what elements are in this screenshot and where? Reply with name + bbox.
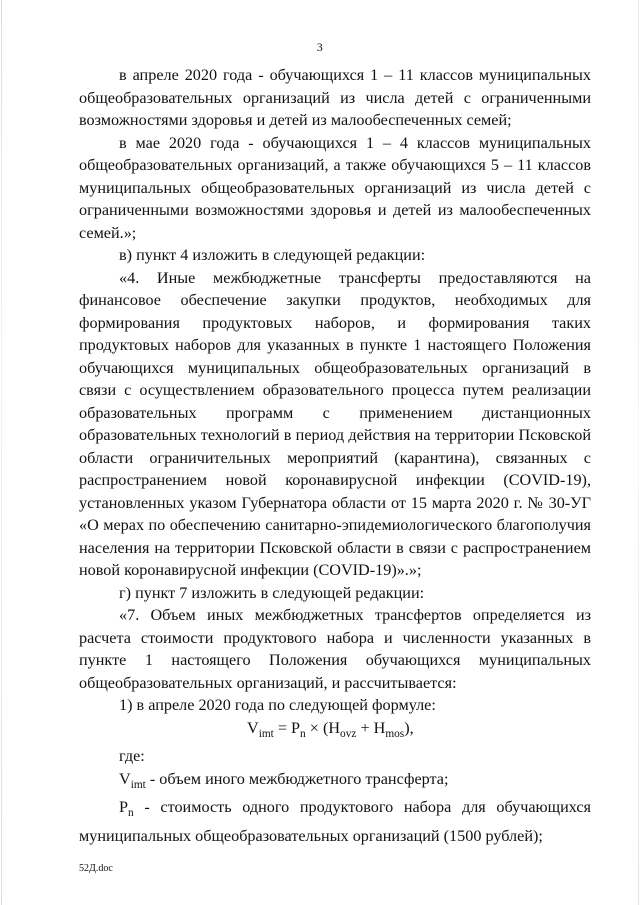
where-label: где:: [119, 747, 145, 766]
formula-v-sub: imt: [258, 727, 274, 740]
scan-edge-right: [638, 0, 639, 905]
formula: [79, 717, 591, 746]
definition-symbol: V: [119, 769, 131, 788]
definition-text: - стоимость одного продуктового набора для обучающихся муниципальных общеобразовательных организаций (1500 рублей);: [79, 798, 591, 846]
formula-p-sub: n: [300, 727, 306, 740]
definition-symbol-sub: imt: [130, 778, 146, 791]
formula-close: ),: [404, 718, 414, 737]
paragraph-point-7: «7. Объем иных межбюджетных трансфертов определяется из расчета стоимости продуктового набора и численности указанных в пункте 1 настоящего Положения обучающихся муниципальных общеобразовательных организаций, и рассчитывается:: [79, 606, 591, 692]
definition-symbol-sub: n: [128, 807, 134, 820]
paragraph-may-recipients: в мае 2020 года - обучающихся 1 – 4 классов муниципальных общеобразовательных организаций, а также обучающихся 5 – 11 классов муниципальных общеобразовательных организаций из числа детей с ограниченными возможностями здоровья и детей из малообеспеченных семей.»;: [79, 133, 591, 242]
paragraph-point-4: «4. Иные межбюджетные трансферты предоставляются на финансовое обеспечение закупки продуктов, необходимых для формирования продуктовых наборов, и формирования таких продуктовых наборов для указанных в пункте 1 настоящего Положения обучающихся муниципальных общеобразовательных организаций в связи с осуществлением образовательного процесса путем реализации образовательных программ с применением дистанционных образовательных технологий в период действия на территории Псковской области ограничительных мероприятий (карантина), связанных с распространением новой коронавирусной инфекции (COVID-19), установленных указом Губернатора области от 15 марта 2020 г. № 30-УГ «О мерах по обеспечению санитарно-эпидемиологического благополучия населения на территории Псковской области в связи с распространением новой коронавирусной инфекции (COVID-19)».»;: [79, 268, 591, 579]
formula-eq-p: = P: [273, 718, 301, 737]
definition-symbol: P: [119, 798, 129, 817]
formula-times-h: × (H: [305, 718, 341, 737]
document-body: [79, 64, 591, 848]
definition-p-n: [79, 796, 591, 847]
paragraph-item-v: в) пункт 4 изложить в следующей редакции:: [119, 246, 426, 264]
definition-v-imt: [79, 768, 591, 797]
formula-h2-sub: mos: [385, 727, 405, 740]
page-number: 3: [316, 40, 324, 54]
formula-v: V: [247, 718, 259, 737]
formula-plus-h: + H: [356, 718, 386, 737]
paragraph-april-formula-intro: 1) в апреле 2020 года по следующей формуле:: [119, 696, 436, 714]
paragraph-april-recipients: в апреле 2020 года - обучающихся 1 – 11 классов муниципальных общеобразовательных организаций из числа детей с ограниченными возможностями здоровья и детей из малообеспеченных семей;: [79, 66, 591, 129]
formula-h1-sub: ovz: [340, 727, 357, 740]
file-name-footer: 52Д.doc: [79, 863, 113, 874]
definition-text: - объем иного межбюджетного трансферта;: [145, 769, 449, 788]
scan-edge-left: [1, 0, 2, 905]
paragraph-item-g: г) пункт 7 изложить в следующей редакции:: [119, 583, 425, 602]
